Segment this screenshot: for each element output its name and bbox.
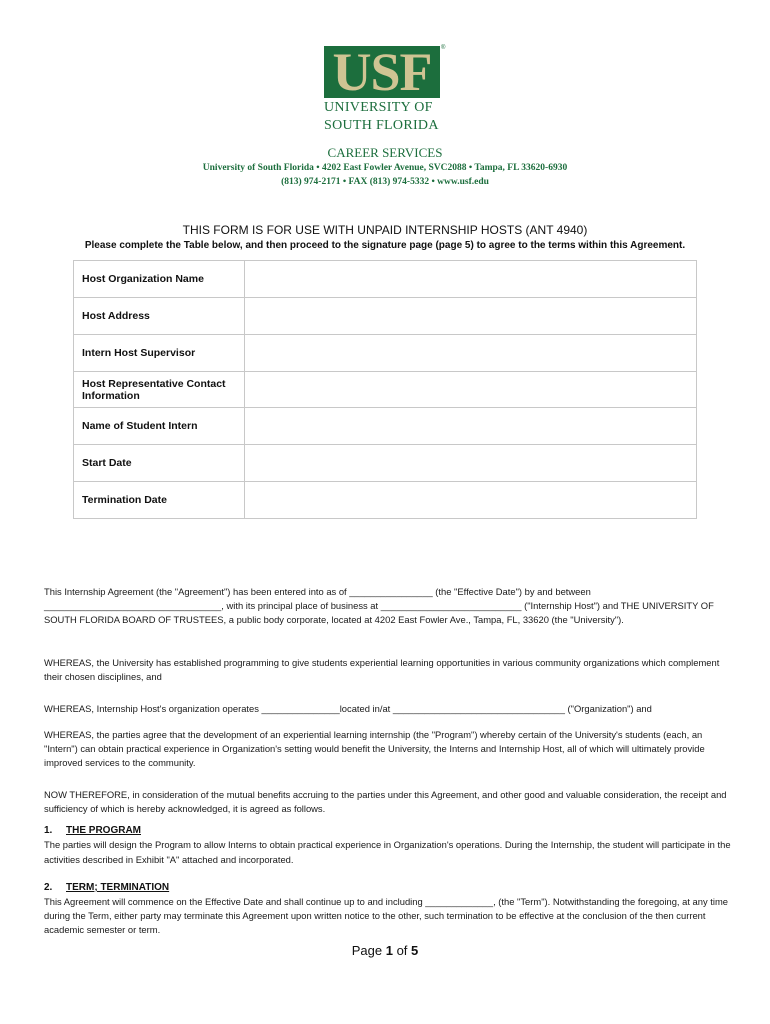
start-date-field[interactable] [245, 445, 697, 482]
university-line-1: UNIVERSITY OF [324, 100, 433, 115]
section-2-title: TERM; TERMINATION [66, 882, 170, 893]
section-1-number: 1. [44, 825, 53, 836]
whereas-paragraph-3: WHEREAS, the parties agree that the development of an experiential learning internship (the "Program") whereby certain of the University's students (each, an "Intern") can obtain practical experience in Organization's setting would benefit the University, the Interns and Internship Host, all of which will ultimately provide improved services to the community. [44, 729, 705, 768]
registered-mark: ® [441, 45, 446, 51]
section-1-text: The parties will design the Program to allow Interns to obtain practical experience in Organization's operations. During the Internship, the student will participate in the activities described in Exhibit "A" attached and incorporated. [44, 839, 731, 865]
host-organization-name-field[interactable] [245, 261, 697, 298]
intern-host-supervisor-field[interactable] [245, 335, 697, 372]
host-address-label: Host Address [74, 298, 245, 335]
table-row [74, 261, 697, 298]
table-row [74, 298, 697, 335]
start-date-label: Start Date [74, 445, 245, 482]
table-row [74, 372, 697, 408]
office-address: University of South Florida • 4202 East Fowler Avenue, SVC2088 • Tampa, FL 33620-6930 [202, 163, 568, 173]
office-title: CAREER SERVICES [327, 145, 443, 160]
instructions: Please complete the Table below, and then proceed to the signature page (page 5) to agree to the terms within this Agreement. [84, 240, 686, 251]
page-number [0, 943, 770, 958]
section-1-title: THE PROGRAM [66, 825, 141, 836]
page-total: 5 [411, 943, 419, 958]
now-therefore-paragraph: NOW THEREFORE, in consideration of the mutual benefits accruing to the parties under this Agreement, and other good and valuable consideration, the receipt and sufficiency of which is hereby acknowledged, it is agreed as follows. [44, 789, 727, 814]
logo-text: USF [332, 42, 432, 102]
section-2-heading [44, 882, 169, 893]
section-1-heading [44, 825, 141, 836]
host-address-field[interactable] [245, 298, 697, 335]
usf-logo [324, 42, 440, 102]
host-representative-contact-field[interactable] [245, 372, 697, 408]
university-line-2: SOUTH FLORIDA [324, 118, 439, 133]
table-row [74, 445, 697, 482]
table-row [74, 482, 697, 519]
page-prefix: Page [351, 943, 383, 958]
host-organization-name-label: Host Organization Name [74, 261, 245, 298]
termination-date-field[interactable] [245, 482, 697, 519]
section-2-number: 2. [44, 882, 53, 893]
termination-date-label: Termination Date [74, 482, 245, 519]
whereas-paragraph-2: WHEREAS, Internship Host's organization operates _______________located in/at _________________________________ ("Organization") and [44, 703, 652, 714]
table-row [74, 335, 697, 372]
student-intern-name-label: Name of Student Intern [74, 408, 245, 445]
host-representative-contact-label: Host Representative Contact Information [74, 372, 245, 408]
table-row [74, 408, 697, 445]
intern-host-supervisor-label: Intern Host Supervisor [74, 335, 245, 372]
form-title: THIS FORM IS FOR USE WITH UNPAID INTERNSHIP HOSTS (ANT 4940) [182, 223, 588, 237]
office-contact: (813) 974-2171 • FAX (813) 974-5332 • www.usf.edu [281, 177, 489, 187]
section-2-text: This Agreement will commence on the Effective Date and shall continue up to and including _____________, (the "Term"). Notwithstanding the foregoing, at any time during the Term, either party may terminate this Agreement upon written notice to the other, such termination to be effective at the conclusion of the then current academic semester or term. [44, 896, 728, 935]
agreement-intro: This Internship Agreement (the "Agreement") has been entered into as of ________________ (the "Effective Date") by and between __________________________________, with its principal place of business at ___________________________ ("Internship Host") and THE UNIVERSITY OF SOUTH FLORIDA BOARD OF TRUSTEES, a public body corporate, located at 4202 East Fowler Ave., Tampa, FL, 33620 (the "University"). [44, 586, 714, 625]
host-info-table [73, 260, 697, 519]
whereas-paragraph-1: WHEREAS, the University has established programming to give students experiential learning opportunities in various community organizations which complement their chosen disciplines, and [44, 657, 720, 682]
student-intern-name-field[interactable] [245, 408, 697, 445]
page-current: 1 [385, 943, 393, 958]
page-of: of [396, 943, 408, 958]
